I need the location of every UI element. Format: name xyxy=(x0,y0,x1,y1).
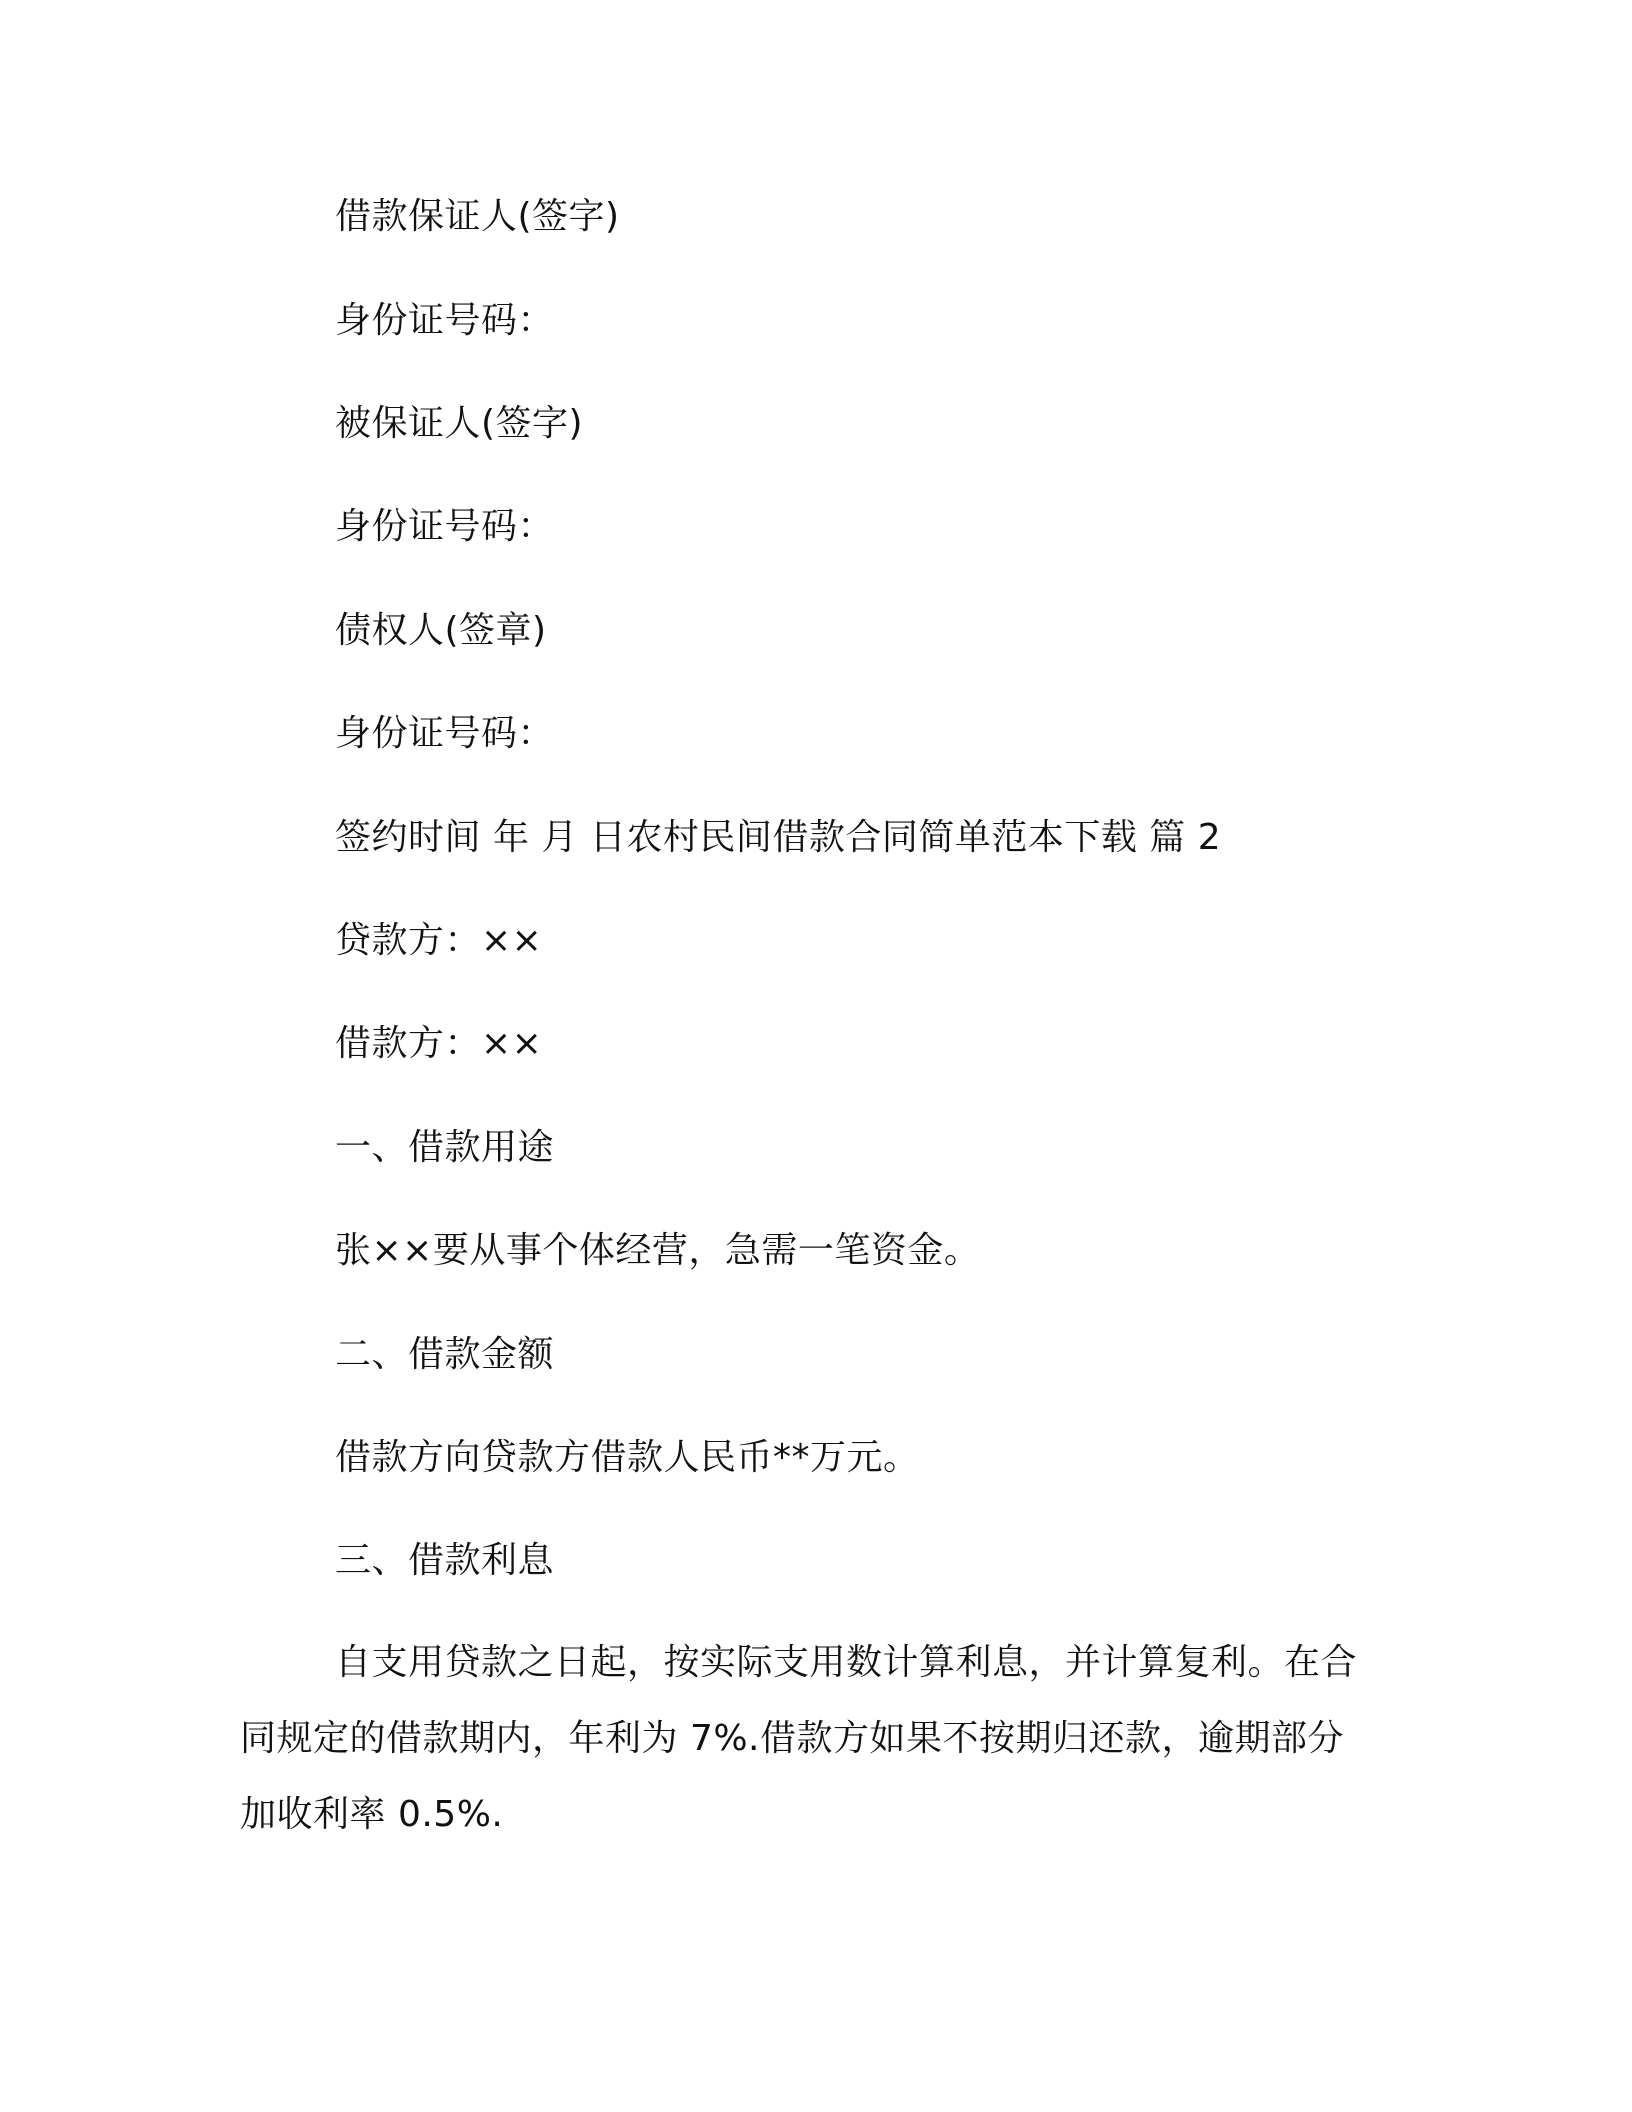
borrower-line: 借款方：×× xyxy=(335,1023,543,1064)
section-heading-amount: 二、借款金额 xyxy=(335,1334,555,1375)
creditor-id-line: 身份证号码： xyxy=(335,713,555,754)
guarantor-signature-line: 借款保证人(签字) xyxy=(335,196,620,237)
interest-paragraph-line-2: 同规定的借款期内，年利为 7%.借款方如果不按期归还款，逾期部分 xyxy=(240,1718,1344,1759)
amount-text: 借款方向贷款方借款人民币**万元。 xyxy=(335,1437,920,1478)
guaranteed-id-line: 身份证号码： xyxy=(335,506,555,547)
section-heading-purpose: 一、借款用途 xyxy=(335,1127,555,1168)
interest-paragraph-line-1: 自支用贷款之日起，按实际支用数计算利息，并计算复利。在合 xyxy=(335,1642,1358,1683)
section-heading-interest: 三、借款利息 xyxy=(335,1540,555,1581)
purpose-text: 张××要从事个体经营，急需一笔资金。 xyxy=(335,1230,981,1271)
guaranteed-signature-line: 被保证人(签字) xyxy=(335,403,584,444)
interest-paragraph xyxy=(240,1625,1390,1853)
guarantor-id-line: 身份证号码： xyxy=(335,300,555,341)
interest-paragraph-line-3: 加收利率 0.5%. xyxy=(240,1794,504,1835)
creditor-seal-line: 债权人(签章) xyxy=(335,610,547,651)
signing-date-title-line: 签约时间 年 月 日农村民间借款合同简单范本下载 篇 2 xyxy=(335,817,1222,858)
lender-line: 贷款方：×× xyxy=(335,920,543,961)
